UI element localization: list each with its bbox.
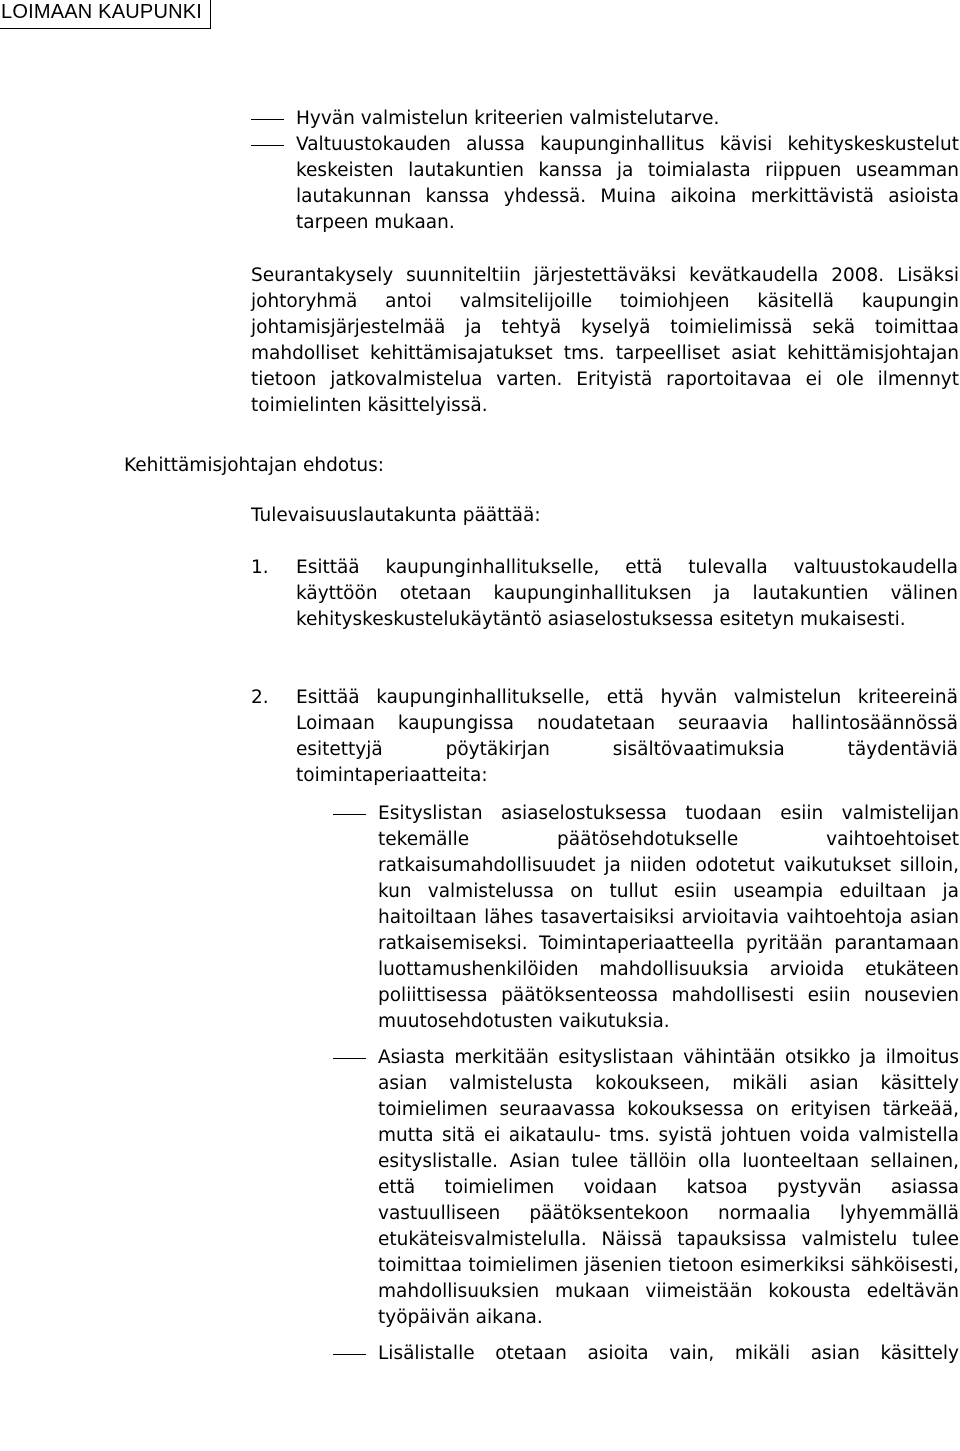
list-item-text: Lisälistalle otetaan asioita vain, mikäli asian käsittely (378, 1343, 959, 1364)
proposal-label: Kehittämisjohtajan ehdotus: (124, 455, 384, 476)
dash-bullet-icon (333, 1058, 366, 1059)
dash-bullet-icon (251, 145, 284, 146)
decision-item-number: 1. (251, 557, 269, 578)
list-item-text: Valtuustokauden alussa kaupunginhallitus kävisi kehityskeskustelut keskeisten lautakuntien kanssa ja toimialasta riippuen useamman lautakunnan kanssa yhdessä. Muina aikoina merkittävistä asioista tarpeen mukaan. (296, 134, 959, 233)
list-item (333, 1045, 959, 1331)
decision-item-number: 2. (251, 687, 269, 708)
dash-bullet-icon (251, 119, 284, 120)
list-item-text: Asiasta merkitään esityslistaan vähintään otsikko ja ilmoitus asian valmistelusta kokoukseen, mikäli asian käsittely toimielimen seuraavassa kokouksessa on erityisen tärkeää, mutta sitä ei aikataulu- tms. syistä johtuen voida valmistella esityslistalle. Asian tulee tällöin olla luonteeltaan sellainen, että toimielimen voidaan katsoa pystyvän asiassa vastuulliseen päätöksentekoon normaalia lyhyemmällä etukäteisvalmistelulla. Näissä tapauksissa valmistelu tulee toimittaa toimielimen jäsenien tietoon esimerkiksi sähköisesti, mahdollisuuksien mukaan viimeistään kokousta edeltävän työpäivän aikana. (378, 1047, 959, 1328)
dash-bullet-icon (333, 1354, 366, 1355)
list-item (251, 132, 959, 236)
decision-item-text: Esittää kaupunginhallitukselle, että tulevalla valtuustokaudella käyttöön otetaan kaupunginhallituksen ja lautakuntien välinen kehityskeskustelukäytäntö asiaselostuksessa esitetyn mukaisesti. (296, 557, 958, 630)
decision-item-2 (251, 685, 958, 789)
principles-list (333, 801, 959, 1367)
list-item-text: Hyvän valmistelun kriteerien valmistelutarve. (296, 108, 720, 129)
list-item (333, 1341, 959, 1367)
decision-heading: Tulevaisuuslautakunta päättää: (251, 505, 541, 526)
list-item-text: Esityslistan asiaselostuksessa tuodaan esiin valmistelijan tekemälle päätösehdotukselle vaihtoehtoiset ratkaisumahdollisuudet ja niiden odotetut vaikutukset silloin, kun valmistelussa on tullut esiin useampia eduiltaan ja haitoiltaan lähes tasavertaisiksi arvioitavia vaihtoehtoja asian ratkaisemiseksi. Toimintaperiaatteella pyritään parantamaan luottamushenkilöiden mahdollisuuksia arvioida etukäteen poliittisessa päätöksenteossa mahdollisesti esiin nousevien muutosehdotusten vaikutuksia. (378, 803, 959, 1032)
intro-list (251, 106, 959, 236)
dash-bullet-icon (333, 814, 366, 815)
followup-paragraph: Seurantakysely suunniteltiin järjestettäväksi kevätkaudella 2008. Lisäksi johtoryhmä antoi valmsitelijoille toimiohjeen käsitellä kaupungin johtamisjärjestelmää ja tehtyä kyselyä toimielimissä sekä toimittaa mahdolliset kehittämisajatukset tms. tarpeelliset asiat kehittämisjohtajan tietoon jatkovalmistelua varten. Erityistä raportoitavaa ei ole ilmennyt toimielinten käsittelyissä. (251, 265, 959, 416)
decision-item-1 (251, 555, 958, 633)
page-header-organization: LOIMAAN KAUPUNKI (0, 0, 211, 29)
decision-item-text: Esittää kaupunginhallitukselle, että hyvän valmistelun kriteereinä Loimaan kaupungissa noudatetaan seuraavia hallintosäännössä esitettyjä pöytäkirjan sisältövaatimuksia täydentäviä toimintaperiaatteita: (296, 687, 958, 786)
list-item (333, 801, 959, 1035)
list-item (251, 106, 959, 132)
